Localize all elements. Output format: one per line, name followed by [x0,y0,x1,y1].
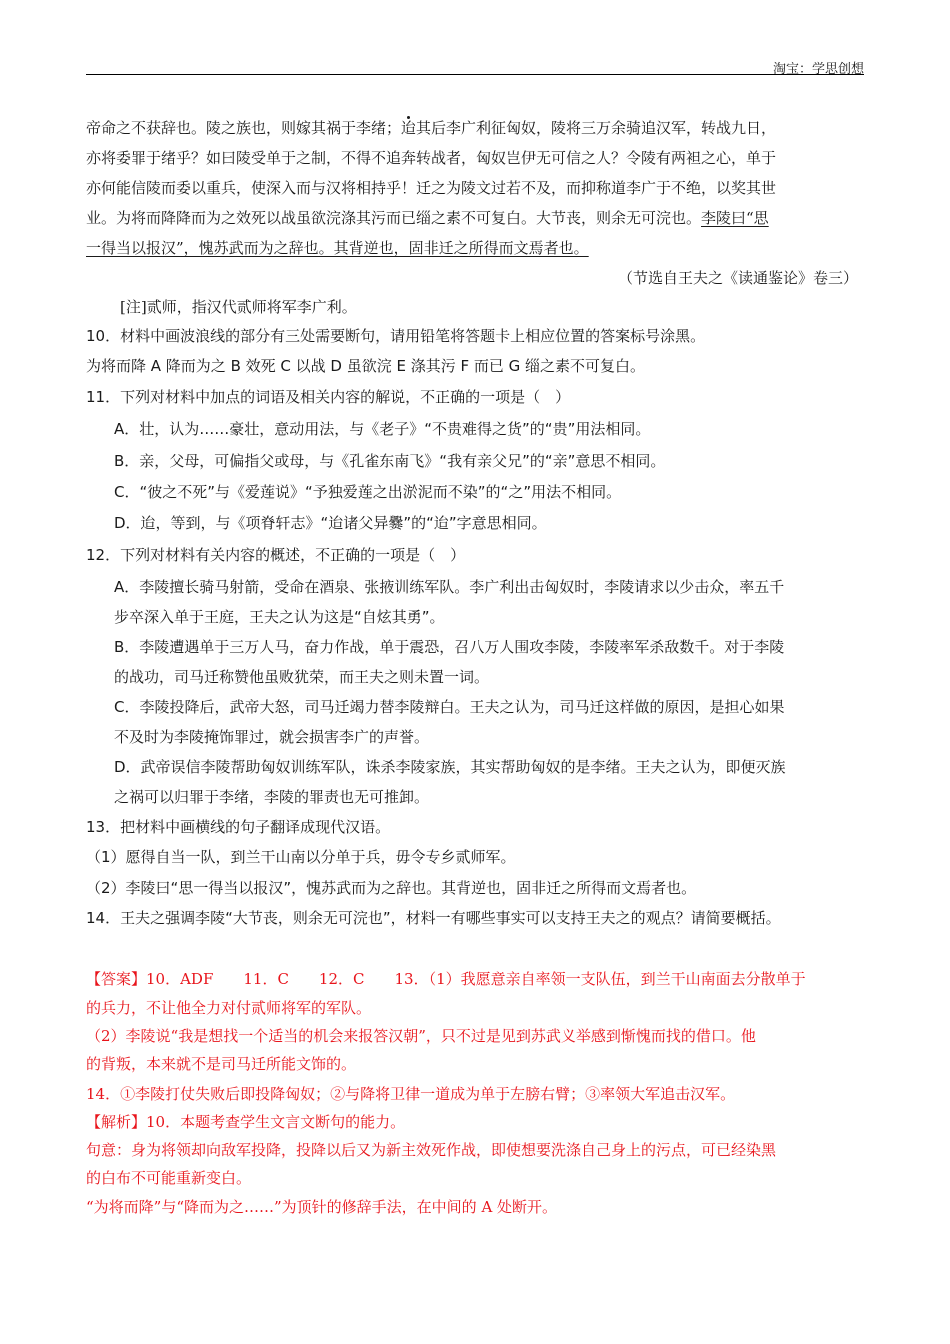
question-12-option-b-line-1: B．李陵遭遇单于三万人马，奋力作战，单于震恐，召八万人围攻李陵，李陵率军杀敌数千。对于李陵 [114,638,785,656]
question-10-text: 为将而降 A 降而为之 B 效死 C 以战 D 虽欲浣 E 涤其污 F 而已 G 缁之素不可复白。 [86,357,646,375]
question-11-option-a: A．壮，认为……豪壮，意动用法，与《老子》“不贵难得之货”的“贵”用法相同。 [114,420,651,438]
question-12-option-a-line-2: 步卒深入单于王庭，王夫之认为这是“自炫其勇”。 [114,608,445,626]
question-12-option-b-line-2: 的战功，司马迁称赞他虽败犹荣，而王夫之则未置一词。 [114,668,490,686]
note: [注]贰师，指汉代贰师将军李广利。 [120,298,357,316]
passage-line-1: 帝命之不获辞也。陵之族也，则嫁其祸于李绪；迨其后李广利征匈奴，陵将三万余骑追汉军，转战九日， [86,119,777,137]
passage-line-5: 一得当以报汉”，愧苏武而为之辞也。其背逆也，固非迁之所得而文焉者也。 [86,239,589,257]
analysis-line-3: 的白布不可能重新变白。 [86,1169,252,1187]
header-text: 淘宝：学思创想 [772,62,864,77]
question-12-option-c-line-1: C．李陵投降后，武帝大怒，司马迁竭力替李陵辩白。王夫之认为，司马迁这样做的原因，是担心如果 [114,698,785,716]
source-citation: （节选自王夫之《读通鉴论》卷三） [617,269,858,287]
underlined-sentence: 李陵曰“思 [701,209,769,227]
question-10: 10．材料中画波浪线的部分有三处需要断句，请用铅笔将答题卡上相应位置的答案标号涂黑。 [86,327,706,345]
question-13-part-1: （1）愿得自当一队，到兰干山南以分单于兵，毋令专乡贰师军。 [86,848,516,866]
dotted-character: 迨 [401,119,417,137]
question-14: 14．王夫之强调李陵“大节丧，则余无可浣也”，材料一有哪些事实可以支持王夫之的观点？请简要概括。 [86,909,781,927]
analysis-line-1: 【解析】10．本题考查学生文言文断句的能力。 [86,1113,406,1131]
passage-line-2: 亦将委罪于绪乎？如曰陵受单于之制，不得不追奔转战者，匈奴岂伊无可信之人？令陵有两袒之心，单于 [86,149,777,167]
question-12-option-d-line-2: 之祸可以归罪于李绪，李陵的罪责也无可推卸。 [114,788,430,806]
question-11: 11．下列对材料中加点的词语及相关内容的解说，不正确的一项是（ ） [86,388,571,406]
passage-line-3: 亦何能信陵而委以重兵，使深入而与汉将相持乎！迁之为陵文过若不及，而抑称道李广于不绝，以奖其世 [86,179,777,197]
question-11-option-b: B．亲，父母，可偏指父或母，与《孔雀东南飞》“我有亲父兄”的“亲”意思不相同。 [114,452,666,470]
question-11-option-d: D．迨，等到，与《项脊轩志》“迨诸父异爨”的“迨”字意思相同。 [114,514,547,532]
answer-line-2: 的兵力，不让他全力对付贰师将军的军队。 [86,999,372,1017]
answer-line-3: （2）李陵说“我是想找一个适当的机会来报答汉朝”，只不过是见到苏武义举感到惭愧而找的借口。他 [86,1027,756,1045]
question-11-option-c: C．“彼之不死”与《爱莲说》“予独爱莲之出淤泥而不染”的“之”用法不相同。 [114,483,622,501]
analysis-line-4: “为将而降”与“降而为之……”为顶针的修辞手法，在中间的 A 处断开。 [86,1198,558,1216]
question-13-part-2: （2）李陵曰“思一得当以报汉”，愧苏武而为之辞也。其背逆也，固非迁之所得而文焉者也。 [86,879,697,897]
question-13: 13．把材料中画横线的句子翻译成现代汉语。 [86,818,391,836]
answer-line-4: 的背叛，本来就不是司马迁所能文饰的。 [86,1055,357,1073]
question-12-option-c-line-2: 不及时为李陵掩饰罪过，就会损害李广的声誉。 [114,728,430,746]
question-12-option-d-line-1: D．武帝误信李陵帮助匈奴训练军队，诛杀李陵家族，其实帮助匈奴的是李绪。王夫之认为，即便灭族 [114,758,786,776]
question-12-option-a-line-1: A．李陵擅长骑马射箭，受命在酒泉、张掖训练军队。李广利出击匈奴时，李陵请求以少击众，率五千 [114,578,785,596]
passage-line-4: 业。为将而降降而为之效死以战虽欲浣涤其污而已缁之素不可复白。大节丧，则余无可浣也。李陵曰“思 [86,209,769,227]
question-12: 12．下列对材料有关内容的概述，不正确的一项是（ ） [86,546,466,564]
answer-line-1: 【答案】10．ADF 11．C 12．C 13．（1）我愿意亲自率领一支队伍，到兰干山南面去分散单于 [86,970,806,988]
answer-line-5: 14．①李陵打仗失败后即投降匈奴；②与降将卫律一道成为单于左膀右臂；③率领大军追击汉军。 [86,1085,736,1103]
analysis-line-2: 句意：身为将领却向敌军投降，投降以后又为新主效死作战，即使想要洗涤自己身上的污点，可已经染黑 [86,1141,777,1159]
page-header [86,52,864,75]
